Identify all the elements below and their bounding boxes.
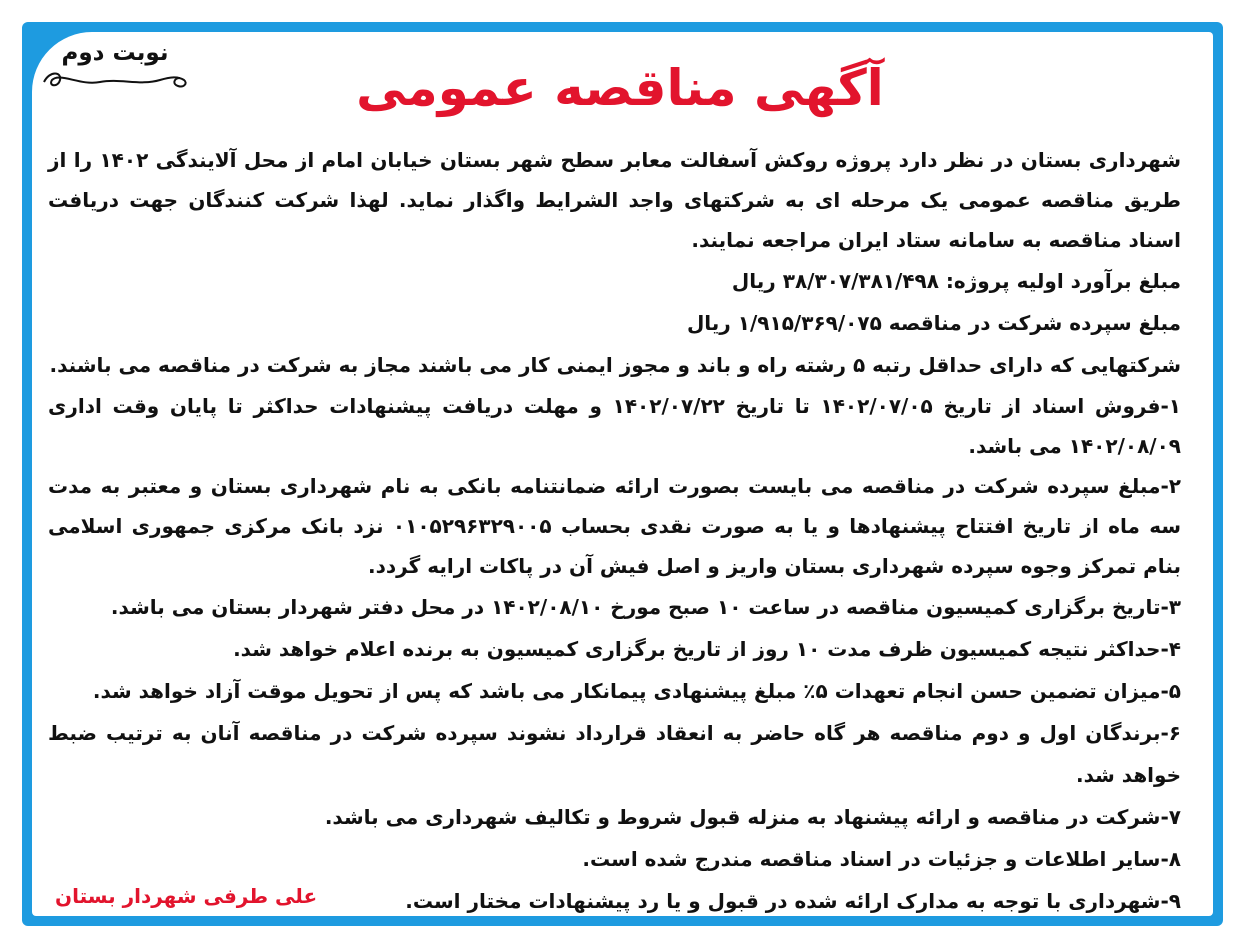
list-item: ۶-برندگان اول و دوم مناقصه هر گاه حاضر به انعقاد قرارداد نشوند سپرده شرکت در مناقصه آنان به ترتیب ضبط خواهد شد. xyxy=(48,721,1181,787)
notice-body xyxy=(48,140,1181,922)
list-item: ۸-سایر اطلاعات و جزئیات در اسناد مناقصه مندرج شده است. xyxy=(582,847,1181,871)
eligibility-line: شرکتهایی که دارای حداقل رتبه ۵ رشته راه و باند و مجوز ایمنی کار می باشند مجاز به شرکت در مناقصه می باشند. xyxy=(49,353,1181,377)
list-item: ۹-شهرداری با توجه به مدارک ارائه شده در قبول و یا رد پیشنهادات مختار است. xyxy=(405,889,1181,913)
deposit-line: مبلغ سپرده شرکت در مناقصه ۱/۹۱۵/۳۶۹/۰۷۵ ریال xyxy=(686,311,1181,335)
page-title: آگهی مناقصه عمومی xyxy=(356,59,884,117)
round-badge xyxy=(30,40,200,94)
list-item: ۲-مبلغ سپرده شرکت در مناقصه می بایست بصورت ارائه ضمانتنامه بانکی به نام شهرداری بستان و معتبر به مدت سه ماه از تاریخ افتتاح پیشنهادها و یا به صورت نقدی بحساب ۰۱۰۵۲۹۶۳۲۹۰۰۵ نزد بانک مرکزی جمهوری اسلامی بنام تمرکز وجوه سپرده شهرداری بستان واریز و اصل فیش آن در پاکات ارایه گردد. xyxy=(48,474,1182,578)
flourish-ornament-icon xyxy=(40,68,190,94)
round-label: نوبت دوم xyxy=(61,40,169,66)
signature: علی طرفی شهردار بستان xyxy=(55,884,318,908)
intro-paragraph: شهرداری بستان در نظر دارد پروژه روکش آسفالت معابر سطح شهر بستان خیابان امام از محل آلایندگی ۱۴۰۲ را از طریق مناقصه عمومی یک مرحله ای به شرکتهای واجد الشرایط واگذار نماید. لهذا شرکت کنندگان جهت دریافت اسناد مناقصه به سامانه ستاد ایران مراجعه نمایند. xyxy=(48,148,1181,252)
list-item: ۱-فروش اسناد از تاریخ ۱۴۰۲/۰۷/۰۵ تا تاریخ ۱۴۰۲/۰۷/۲۲ و مهلت دریافت پیشنهادات حداکثر تا پایان وقت اداری ۱۴۰۲/۰۸/۰۹ می باشد. xyxy=(48,394,1181,458)
list-item: ۷-شرکت در مناقصه و ارائه پیشنهاد به منزله قبول شروط و تکالیف شهرداری می باشد. xyxy=(324,805,1181,829)
list-item: ۵-میزان تضمین حسن انجام تعهدات ۵٪ مبلغ پیشنهادی پیمانکار می باشد که پس از تحویل موقت آزاد خواهد شد. xyxy=(92,679,1181,703)
estimate-line: مبلغ برآورد اولیه پروژه: ۳۸/۳۰۷/۳۸۱/۴۹۸ ریال xyxy=(731,269,1181,293)
list-item: ۳-تاریخ برگزاری کمیسیون مناقصه در ساعت ۱۰ صبح مورخ ۱۴۰۲/۰۸/۱۰ در محل دفتر شهردار بستان می باشد. xyxy=(110,595,1181,619)
list-item: ۴-حداکثر نتیجه کمیسیون ظرف مدت ۱۰ روز از تاریخ برگزاری کمیسیون به برنده اعلام خواهد شد. xyxy=(233,637,1181,661)
